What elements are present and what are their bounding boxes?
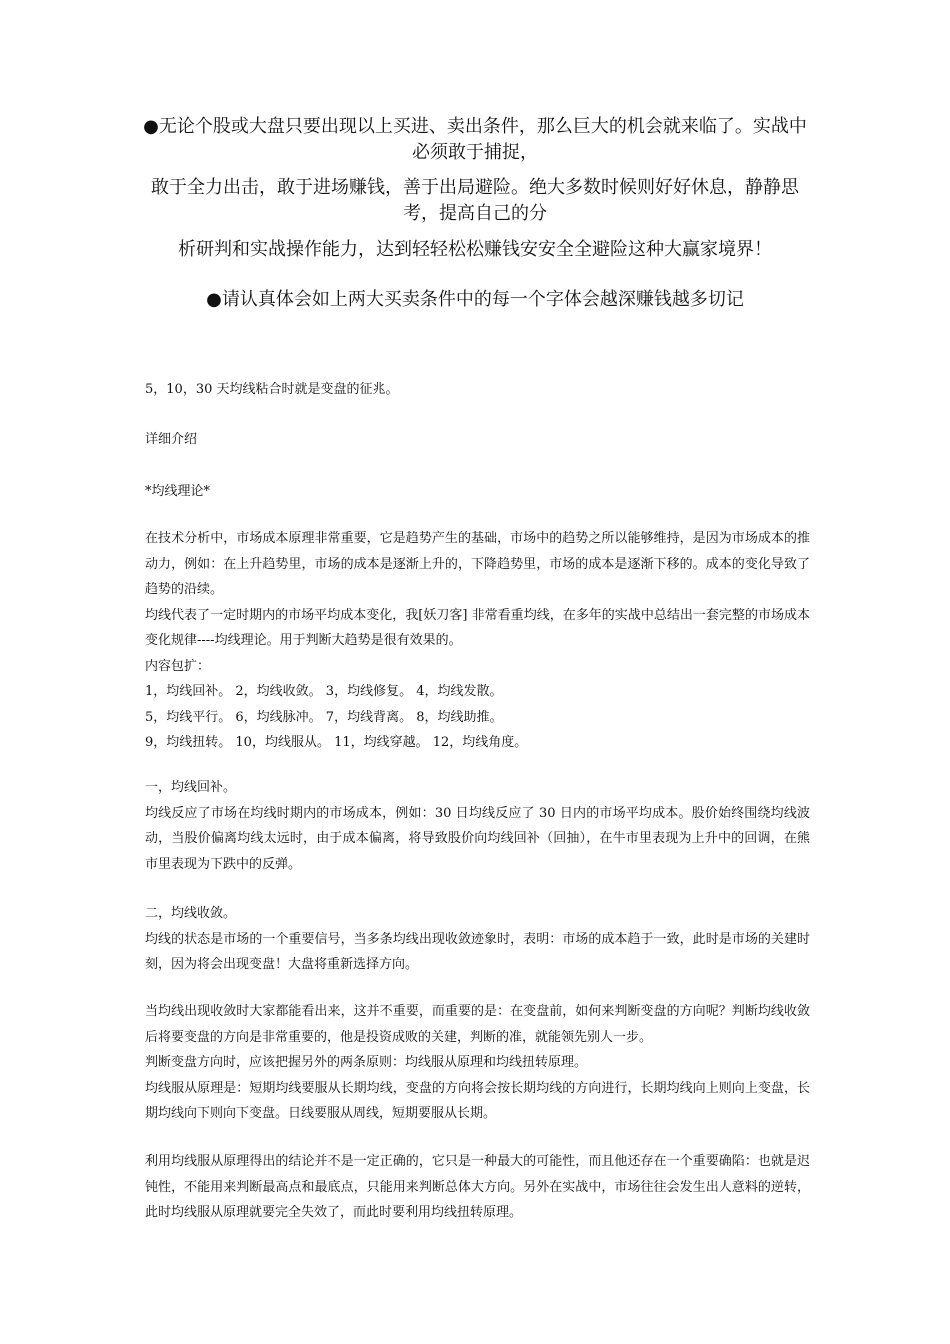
section-2-title: 二，均线收敛。 — [145, 906, 237, 921]
caveat-block — [145, 1149, 810, 1226]
direction-judgement-block — [145, 999, 810, 1127]
section-1-title: 一，均线回补。 — [145, 780, 237, 795]
theory-intro-block — [145, 526, 810, 756]
contents-list-row: 9，均线扭转。 10，均线服从。 11，均线穿越。 12，均线角度。 — [145, 735, 528, 750]
contents-list-row: 5，均线平行。 6，均线脉冲。 7，均线背离。 8，均线助推。 — [145, 709, 503, 725]
headline-paragraph-1: ●无论个股或大盘只要出现以上买进、卖出条件，那么巨大的机会就来临了。实战中必须敢于捕捉， — [143, 116, 807, 163]
headline-paragraph-3: 析研判和实战操作能力，达到轻轻松松赚钱安安全全避险这种大赢家境界！ — [178, 239, 772, 260]
theory-heading: *均线理论* — [145, 484, 211, 499]
section-1-block — [145, 775, 810, 877]
paragraph-market-cost: 在技术分析中，市场成本原理非常重要，它是趋势产生的基础，市场中的趋势之所以能够维持，是因为市场成本的推动力，例如：在上升趋势里，市场的成本是逐渐上升的，下降趋势里，市场的成本是逐渐下移的。成本的变化导致了趋势的沿续。 — [145, 531, 810, 597]
contents-label: 内容包扩： — [145, 658, 211, 674]
section-2-body: 均线的状态是市场的一个重要信号，当多条均线出现收敛迹象时，表明：市场的成本趋于一致，此时是市场的关建时刻，因为将会出现变盘！大盘将重新选择方向。 — [145, 931, 810, 972]
headline-paragraph-4: ●请认真体会如上两大买卖条件中的每一个字体会越深赚钱越多切记 — [206, 289, 744, 310]
detail-heading: 详细介绍 — [145, 432, 198, 447]
detail-heading-block — [145, 427, 810, 453]
theory-heading-block — [145, 479, 810, 505]
paragraph-caveat: 利用均线服从原理得出的结论并不是一定正确的，它只是一种最大的可能性，而且他还存在一个重要确陷：也就是迟钝性，不能用来判断最高点和最底点，只能用来判断总体大方向。另外在实战中，市场往往会发生出人意料的逆转，此时均线服从原理就要完全失效了，而此时要利用均线扭转原理。 — [145, 1154, 810, 1220]
intro-block — [145, 377, 810, 403]
paragraph-two-rules: 判断变盘方向时，应该把握另外的两条原则：均线服从原理和均线扭转原理。 — [145, 1055, 588, 1070]
paragraph-moving-average: 均线代表了一定时期内的市场平均成本变化，我[妖刀客] 非常看重均线，在多年的实战中总结出一套完整的市场成本变化规律----均线理论。用于判断大趋势是很有效果的。 — [145, 607, 810, 648]
section-1-body: 均线反应了市场在均线时期内的市场成本，例如：30 日均线反应了 30 日内的市场平均成本。股价始终围绕均线波动，当股价偏离均线太远时，由于成本偏离，将导致股价向均线回补（回抽），在牛市里表现为上升中的回调，在熊市里表现为下跌中的反弹。 — [145, 805, 810, 872]
intro-line: 5，10，30 天均线粘合时就是变盘的征兆。 — [145, 382, 399, 397]
paragraph-obey-principle: 均线服从原理是：短期均线要服从长期均线，变盘的方向将会按长期均线的方向进行，长期均线向上则向上变盘，长期均线向下则向下变盘。日线要服从周线，短期要服从长期。 — [145, 1080, 810, 1121]
headline-paragraph-2: 敢于全力出击，敢于进场赚钱，善于出局避险。绝大多数时候则好好休息，静静思考，提高自己的分 — [151, 177, 799, 224]
section-2-block — [145, 901, 810, 978]
contents-list-row: 1，均线回补。 2，均线收敛。 3，均线修复。 4，均线发散。 — [145, 684, 503, 699]
paragraph-judge-direction: 当均线出现收敛时大家都能看出来，这并不重要，而重要的是：在变盘前，如何来判断变盘的方向呢？判断均线收敛后将要变盘的方向是非常重要的，他是投资成败的关建，判断的准，就能领先别人一步。 — [145, 1004, 810, 1045]
